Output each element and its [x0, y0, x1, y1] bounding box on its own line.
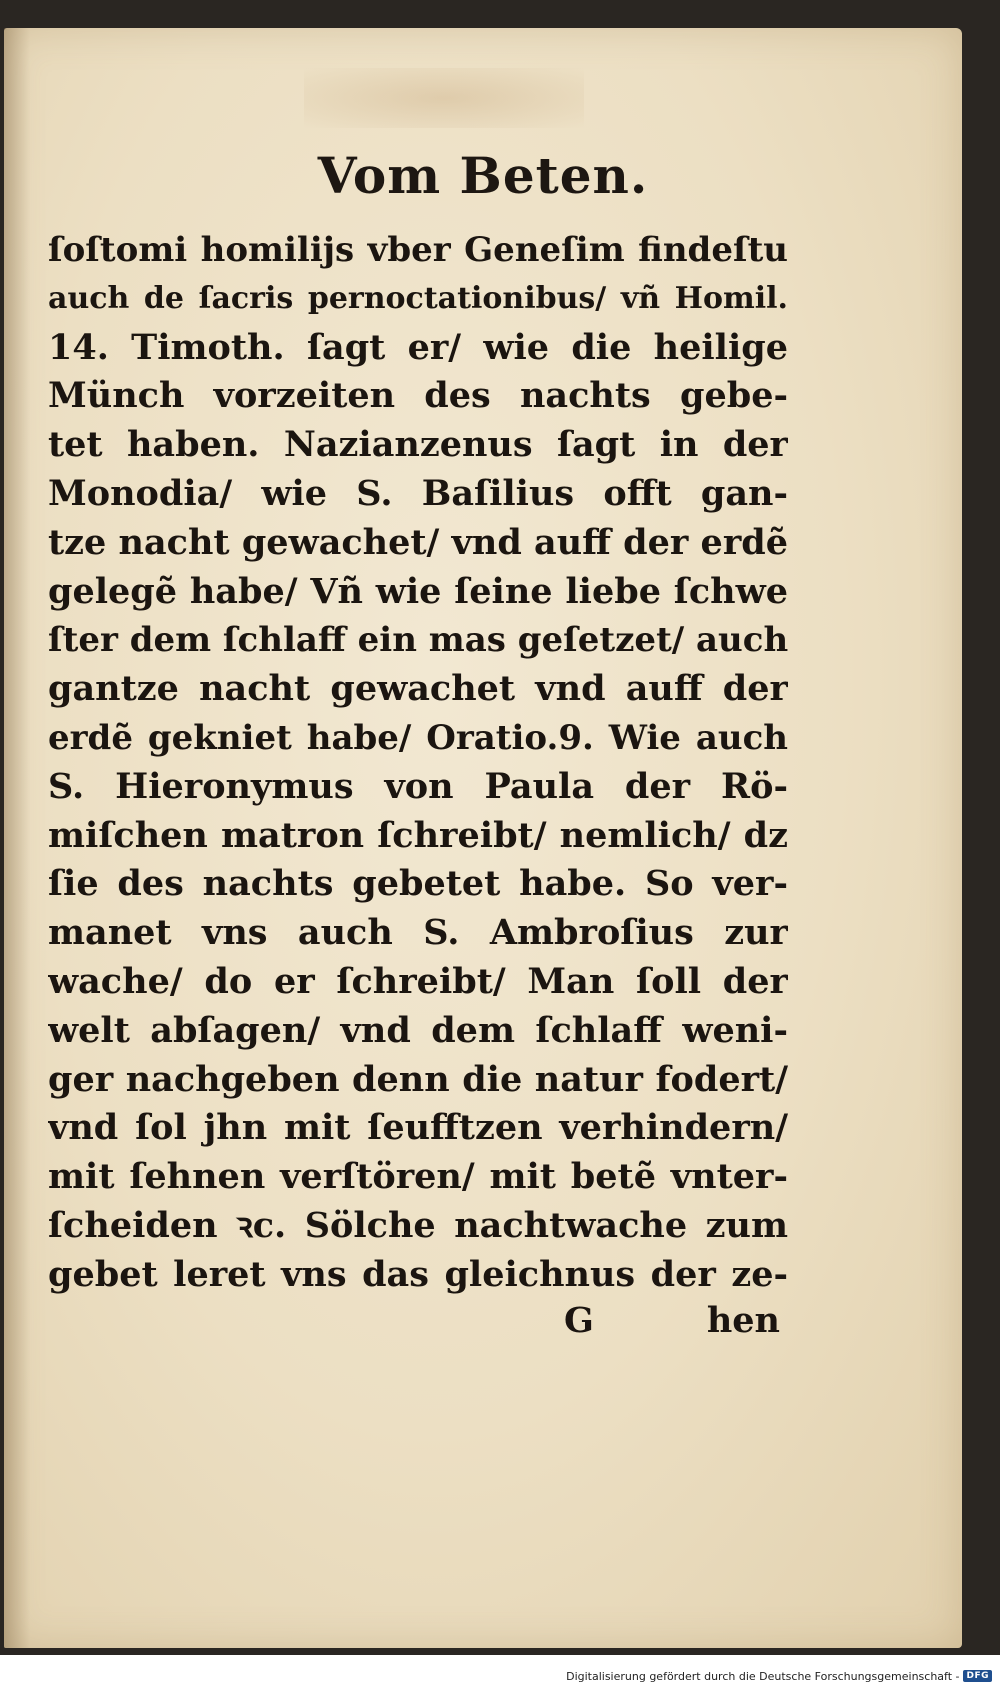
book-page [4, 28, 962, 1648]
text-line: wache/ do er ſchreibt/ Man ſoll der [48, 960, 788, 1002]
text-line: ger nachgeben denn die natur fodert/ [48, 1058, 788, 1100]
text-line: ſoſtomi homilijs vber Geneſim findeſtu [48, 230, 788, 270]
text-line: gelegẽ habe/ Vñ wie ſeine liebe ſchwe [48, 570, 788, 612]
catch-row [44, 1300, 784, 1350]
text-line: auch de ſacris pernoctationibus/ vñ Homil. [48, 280, 788, 316]
text-line: Monodia/ wie S. Baſilius offt gan- [48, 472, 788, 514]
signature-mark: G [564, 1300, 594, 1341]
text-line: ſter dem ſchlaff ein mas geſetzet/ auch [48, 620, 788, 661]
text-line: 14. Timoth. ſagt er/ wie die heilige [48, 326, 788, 368]
text-line: ſie des nachts gebetet habe. So ver- [48, 863, 788, 905]
text-line: gantze nacht gewachet vnd auff der [48, 668, 788, 710]
paper-stain [304, 68, 584, 128]
text-line: vnd ſol jhn mit ſeufftzen verhindern/ [48, 1107, 788, 1149]
funding-credit: Digitalisierung gefördert durch die Deutsche Forschungsgemeinschaft - [566, 1669, 960, 1683]
text-line: ſcheiden ꝛc. Sölche nachtwache zum [48, 1204, 788, 1246]
text-block [48, 226, 788, 1300]
text-line: miſchen matron ſchreibt/ nemlich/ dz [48, 814, 788, 856]
text-line: manet vns auch S. Ambroſius zur [48, 912, 788, 954]
digitization-footer [566, 1666, 992, 1686]
text-line: tze nacht gewachet/ vnd auff der erdẽ [48, 521, 788, 563]
text-line: Münch vorzeiten des nachts gebe- [48, 375, 788, 417]
text-line: erdẽ gekniet habe/ Oratio.9. Wie auch [48, 717, 788, 758]
text-line: mit ſehnen verſtören/ mit betẽ vnter- [48, 1156, 788, 1198]
running-head: Vom Beten. [317, 146, 649, 205]
catchword: hen [706, 1300, 780, 1341]
text-line: tet haben. Nazianzenus ſagt in der [48, 424, 788, 466]
gutter-shadow [4, 28, 30, 1648]
dfg-logo: DFG [963, 1670, 992, 1682]
text-line: S. Hieronymus von Paula der Rö- [48, 765, 788, 807]
text-line: gebet leret vns das gleichnus der ze- [48, 1253, 788, 1295]
text-line: welt abſagen/ vnd dem ſchlaff weni- [48, 1009, 788, 1051]
